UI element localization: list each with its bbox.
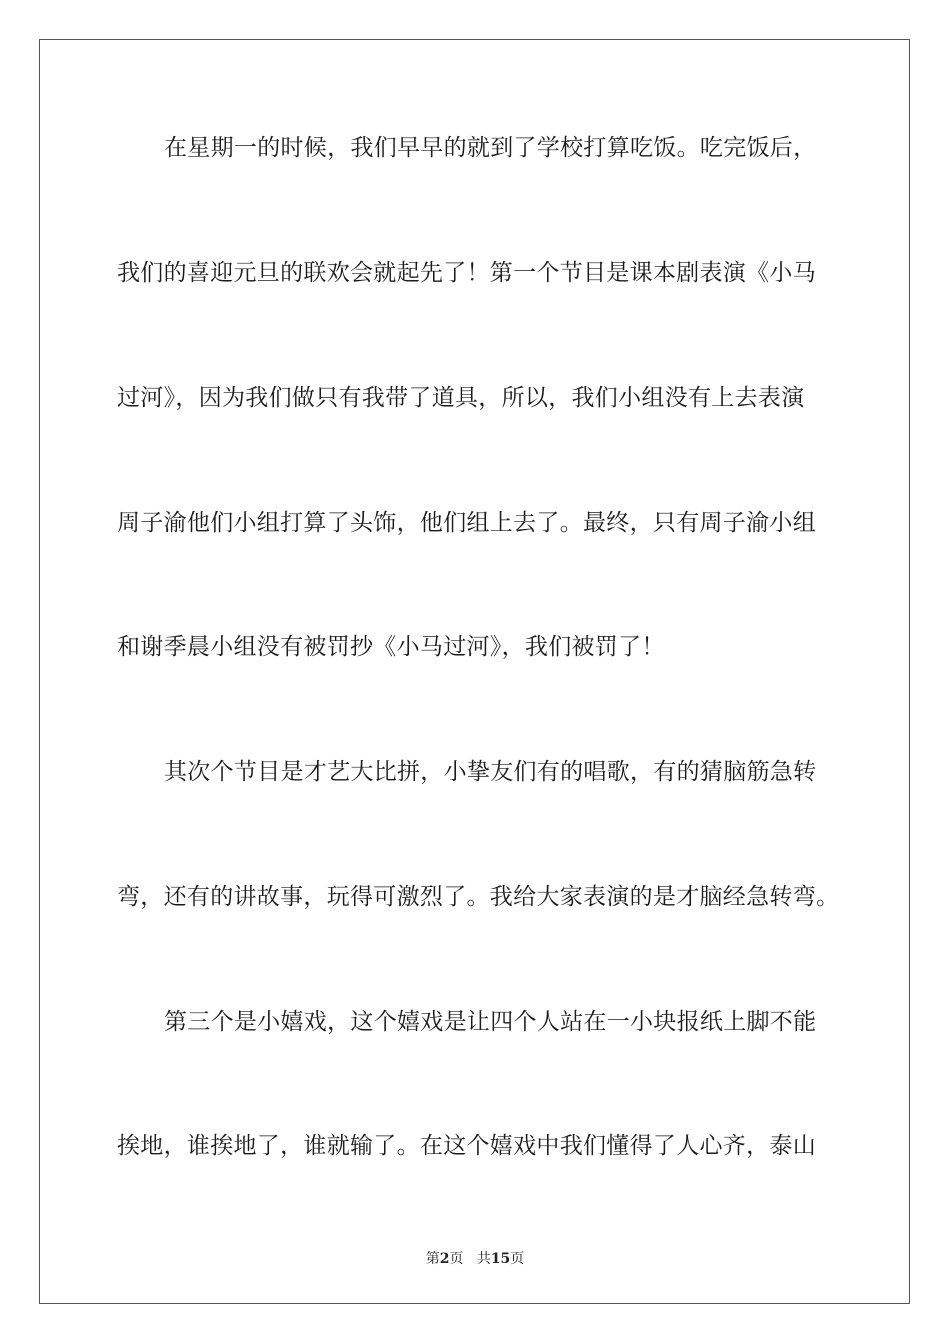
paragraph-line: 在星期一的时候，我们早早的就到了学校打算吃饭。吃完饭后， — [164, 135, 817, 161]
footer-separator — [463, 1251, 476, 1267]
page-border — [39, 39, 910, 1304]
page-suffix: 页 — [449, 1251, 464, 1267]
page-footer — [0, 1248, 950, 1268]
page-prefix: 第 — [425, 1251, 440, 1267]
paragraph-line: 和谢季晨小组没有被罚抄《小马过河》，我们被罚了！ — [117, 634, 665, 660]
paragraph-line: 其次个节目是才艺大比拼，小挚友们有的唱歌，有的猜脑筋急转 — [164, 759, 817, 785]
paragraph-line: 第三个是小嬉戏，这个嬉戏是让四个人站在一小块报纸上脚不能 — [164, 1009, 817, 1035]
total-prefix: 共 — [476, 1251, 491, 1267]
paragraph-line: 周子渝他们小组打算了头饰，他们组上去了。最终，只有周子渝小组 — [117, 510, 816, 536]
paragraph-line: 弯，还有的讲故事，玩得可激烈了。我给大家表演的是才脑经急转弯。 — [117, 884, 840, 910]
page-number: 2 — [439, 1251, 450, 1267]
total-pages: 15 — [490, 1251, 511, 1267]
paragraph-line: 过河》，因为我们做只有我带了道具，所以，我们小组没有上去表演 — [117, 385, 805, 411]
paragraph-line: 挨地，谁挨地了，谁就输了。在这个嬉戏中我们懂得了人心齐，泰山 — [117, 1133, 816, 1159]
total-suffix: 页 — [510, 1251, 525, 1267]
paragraph-line: 我们的喜迎元旦的联欢会就起先了！第一个节目是课本剧表演《小马 — [117, 260, 816, 286]
